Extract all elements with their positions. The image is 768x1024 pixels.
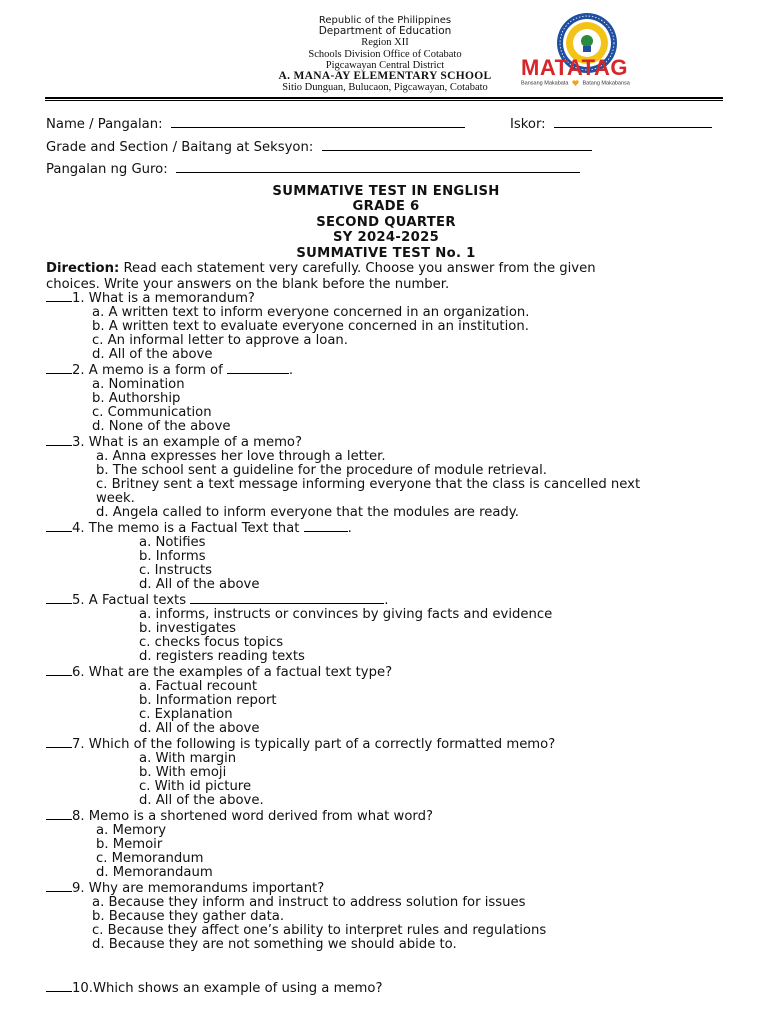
option-b: b. Informs — [139, 548, 206, 564]
teacher-row — [46, 157, 726, 180]
question-number: 7. — [72, 736, 85, 752]
option-c: c. Memorandum — [96, 850, 204, 866]
direction — [46, 261, 726, 291]
answer-blank[interactable] — [46, 362, 72, 374]
brand-tagline — [521, 80, 651, 87]
option-a: a. Nomination — [92, 376, 185, 392]
question-1 — [46, 290, 726, 362]
question-text: A memo is a form of — [84, 362, 227, 378]
letterhead-text — [240, 15, 530, 93]
test-number-title: SUMMATIVE TEST No. 1 — [296, 245, 476, 261]
option-a: a. Because they inform and instruct to address solution for issues — [92, 894, 526, 910]
test-title: SUMMATIVE TEST IN ENGLISH — [272, 183, 500, 199]
answer-blank[interactable] — [46, 880, 72, 892]
option-c: c. With id picture — [139, 778, 252, 794]
score-field — [510, 112, 712, 137]
answer-blank[interactable] — [46, 664, 72, 676]
option-c: c. Explanation — [139, 706, 233, 722]
header-rule-thick — [45, 97, 723, 99]
question-text: A Factual texts — [84, 592, 191, 608]
option-b: b. Because they gather data. — [92, 908, 285, 924]
answer-blank[interactable] — [46, 736, 72, 748]
fill-in-blank[interactable] — [227, 362, 289, 374]
question-number: 5. — [72, 592, 85, 608]
option-b: b. Authorship — [92, 390, 181, 406]
grade-blank[interactable] — [322, 135, 592, 151]
question-4 — [46, 520, 726, 592]
option-a: a. Memory — [96, 822, 167, 838]
question-text: What are the examples of a factual text type? — [84, 664, 393, 680]
school-address: Sitio Dunguan, Bulucaon, Pigcawayan, Cotabato — [282, 82, 488, 94]
question-6 — [46, 664, 726, 736]
teacher-blank[interactable] — [176, 157, 580, 173]
option-c: c. Instructs — [139, 562, 212, 578]
question-text: Memo is a shortened word derived from what word? — [84, 808, 433, 824]
matatag-brand — [521, 56, 651, 87]
answer-blank[interactable] — [46, 520, 72, 532]
brand-tagline-1: Bansang Makabata — [521, 80, 569, 87]
question-number: 6. — [72, 664, 85, 680]
option-d: d. All of the above. — [139, 792, 264, 808]
option-c: c. checks focus topics — [139, 634, 284, 650]
grade-label: Grade and Section / Baitang at Seksyon: — [46, 139, 314, 155]
republic-line: Republic of the Philippines — [318, 15, 452, 26]
question-text: Why are memorandums important? — [84, 880, 325, 896]
name-blank[interactable] — [171, 112, 465, 128]
answer-blank[interactable] — [46, 434, 72, 446]
question-number: 9. — [72, 880, 85, 896]
option-a: a. A written text to inform everyone concerned in an organization. — [92, 304, 530, 320]
question-number: 1. — [72, 290, 85, 306]
option-d: d. None of the above — [92, 418, 231, 434]
question-8 — [46, 808, 726, 880]
answer-blank[interactable] — [46, 980, 72, 992]
quarter-title: SECOND QUARTER — [316, 214, 456, 230]
direction-text-1: Read each statement very carefully. Choose you answer from the given — [119, 261, 596, 277]
question-text: Which of the following is typically part of a correctly formatted memo? — [84, 736, 556, 752]
question-text: What is an example of a memo? — [84, 434, 302, 450]
option-b: b. A written text to evaluate everyone concerned in an institution. — [92, 318, 529, 334]
option-b: b. Memoir — [96, 836, 163, 852]
option-d: d. All of the above — [139, 576, 260, 592]
division-line: Schools Division Office of Cotabato — [308, 48, 462, 60]
question-number: 8. — [72, 808, 85, 824]
option-c: c. An informal letter to approve a loan. — [92, 332, 348, 348]
option-d: d. All of the above — [92, 346, 213, 362]
brand-name: MATATAG — [521, 55, 628, 80]
option-c: c. Because they affect one’s ability to interpret rules and regulations — [92, 922, 547, 938]
name-label: Name / Pangalan: — [46, 117, 163, 132]
test-titles — [46, 184, 726, 262]
question-text: The memo is a Factual Text that — [84, 520, 304, 536]
score-blank[interactable] — [554, 112, 712, 128]
question-number: 10. — [72, 980, 93, 996]
option-a: a. Anna expresses her love through a letter. — [96, 448, 386, 464]
brand-tagline-2: Batang Makabansa — [582, 80, 630, 87]
question-number: 3. — [72, 434, 85, 450]
direction-label: Direction: — [46, 261, 120, 277]
option-b: b. The school sent a guideline for the procedure of module retrieval. — [96, 462, 547, 478]
option-c-continued: week. — [96, 490, 135, 506]
question-text: What is a memorandum? — [84, 290, 255, 306]
option-b: b. investigates — [139, 620, 237, 636]
option-c: c. Communication — [92, 404, 212, 420]
region-line: Region XII — [361, 37, 409, 49]
question-text: Which shows an example of using a memo? — [92, 980, 383, 996]
grade-row — [46, 135, 726, 158]
header-rule-thin — [45, 100, 723, 101]
district-line: Pigcawayan Central District — [325, 59, 445, 71]
option-d: d. Angela called to inform everyone that the modules are ready. — [96, 504, 519, 520]
question-number: 2. — [72, 362, 85, 378]
question-text-end: . — [347, 520, 352, 536]
name-row — [46, 112, 726, 135]
question-5 — [46, 592, 726, 664]
letterhead — [0, 12, 768, 98]
option-d: d. Because they are not something we should abide to. — [92, 936, 457, 952]
school-year-title: SY 2024-2025 — [332, 230, 440, 246]
fill-in-blank[interactable] — [304, 520, 348, 532]
option-d: d. All of the above — [139, 720, 260, 736]
teacher-label: Pangalan ng Guro: — [46, 162, 168, 177]
question-text-end: . — [288, 362, 294, 378]
option-c: c. Britney sent a text message informing everyone that the class is cancelled next — [96, 476, 641, 492]
question-7 — [46, 736, 726, 808]
answer-blank[interactable] — [46, 290, 72, 302]
option-b: b. Information report — [139, 692, 277, 708]
grade-title: GRADE 6 — [352, 199, 420, 215]
score-label: Iskor: — [510, 117, 546, 132]
test-body — [46, 112, 726, 996]
answer-blank[interactable] — [46, 808, 72, 820]
option-a: a. Factual recount — [139, 678, 258, 694]
option-a: a. Notifies — [139, 534, 206, 550]
question-3 — [46, 434, 726, 520]
school-name: A. MANA-AY ELEMENTARY SCHOOL — [278, 70, 492, 83]
question-2 — [46, 362, 726, 434]
answer-blank[interactable] — [46, 592, 72, 604]
direction-text-2: choices. Write your answers on the blank before the number. — [46, 276, 450, 292]
fill-in-blank[interactable] — [190, 592, 384, 604]
question-9 — [46, 880, 726, 952]
option-d: d. Memorandaum — [96, 864, 213, 880]
option-a: a. With margin — [139, 750, 237, 766]
option-a: a. informs, instructs or convinces by giving facts and evidence — [139, 606, 553, 622]
option-b: b. With emoji — [139, 764, 227, 780]
heart-icon — [572, 80, 579, 86]
department-line: Department of Education — [318, 25, 452, 38]
question-text-end: . — [384, 592, 389, 608]
question-number: 4. — [72, 520, 85, 536]
option-d: d. registers reading texts — [139, 648, 305, 664]
question-10 — [46, 980, 726, 996]
